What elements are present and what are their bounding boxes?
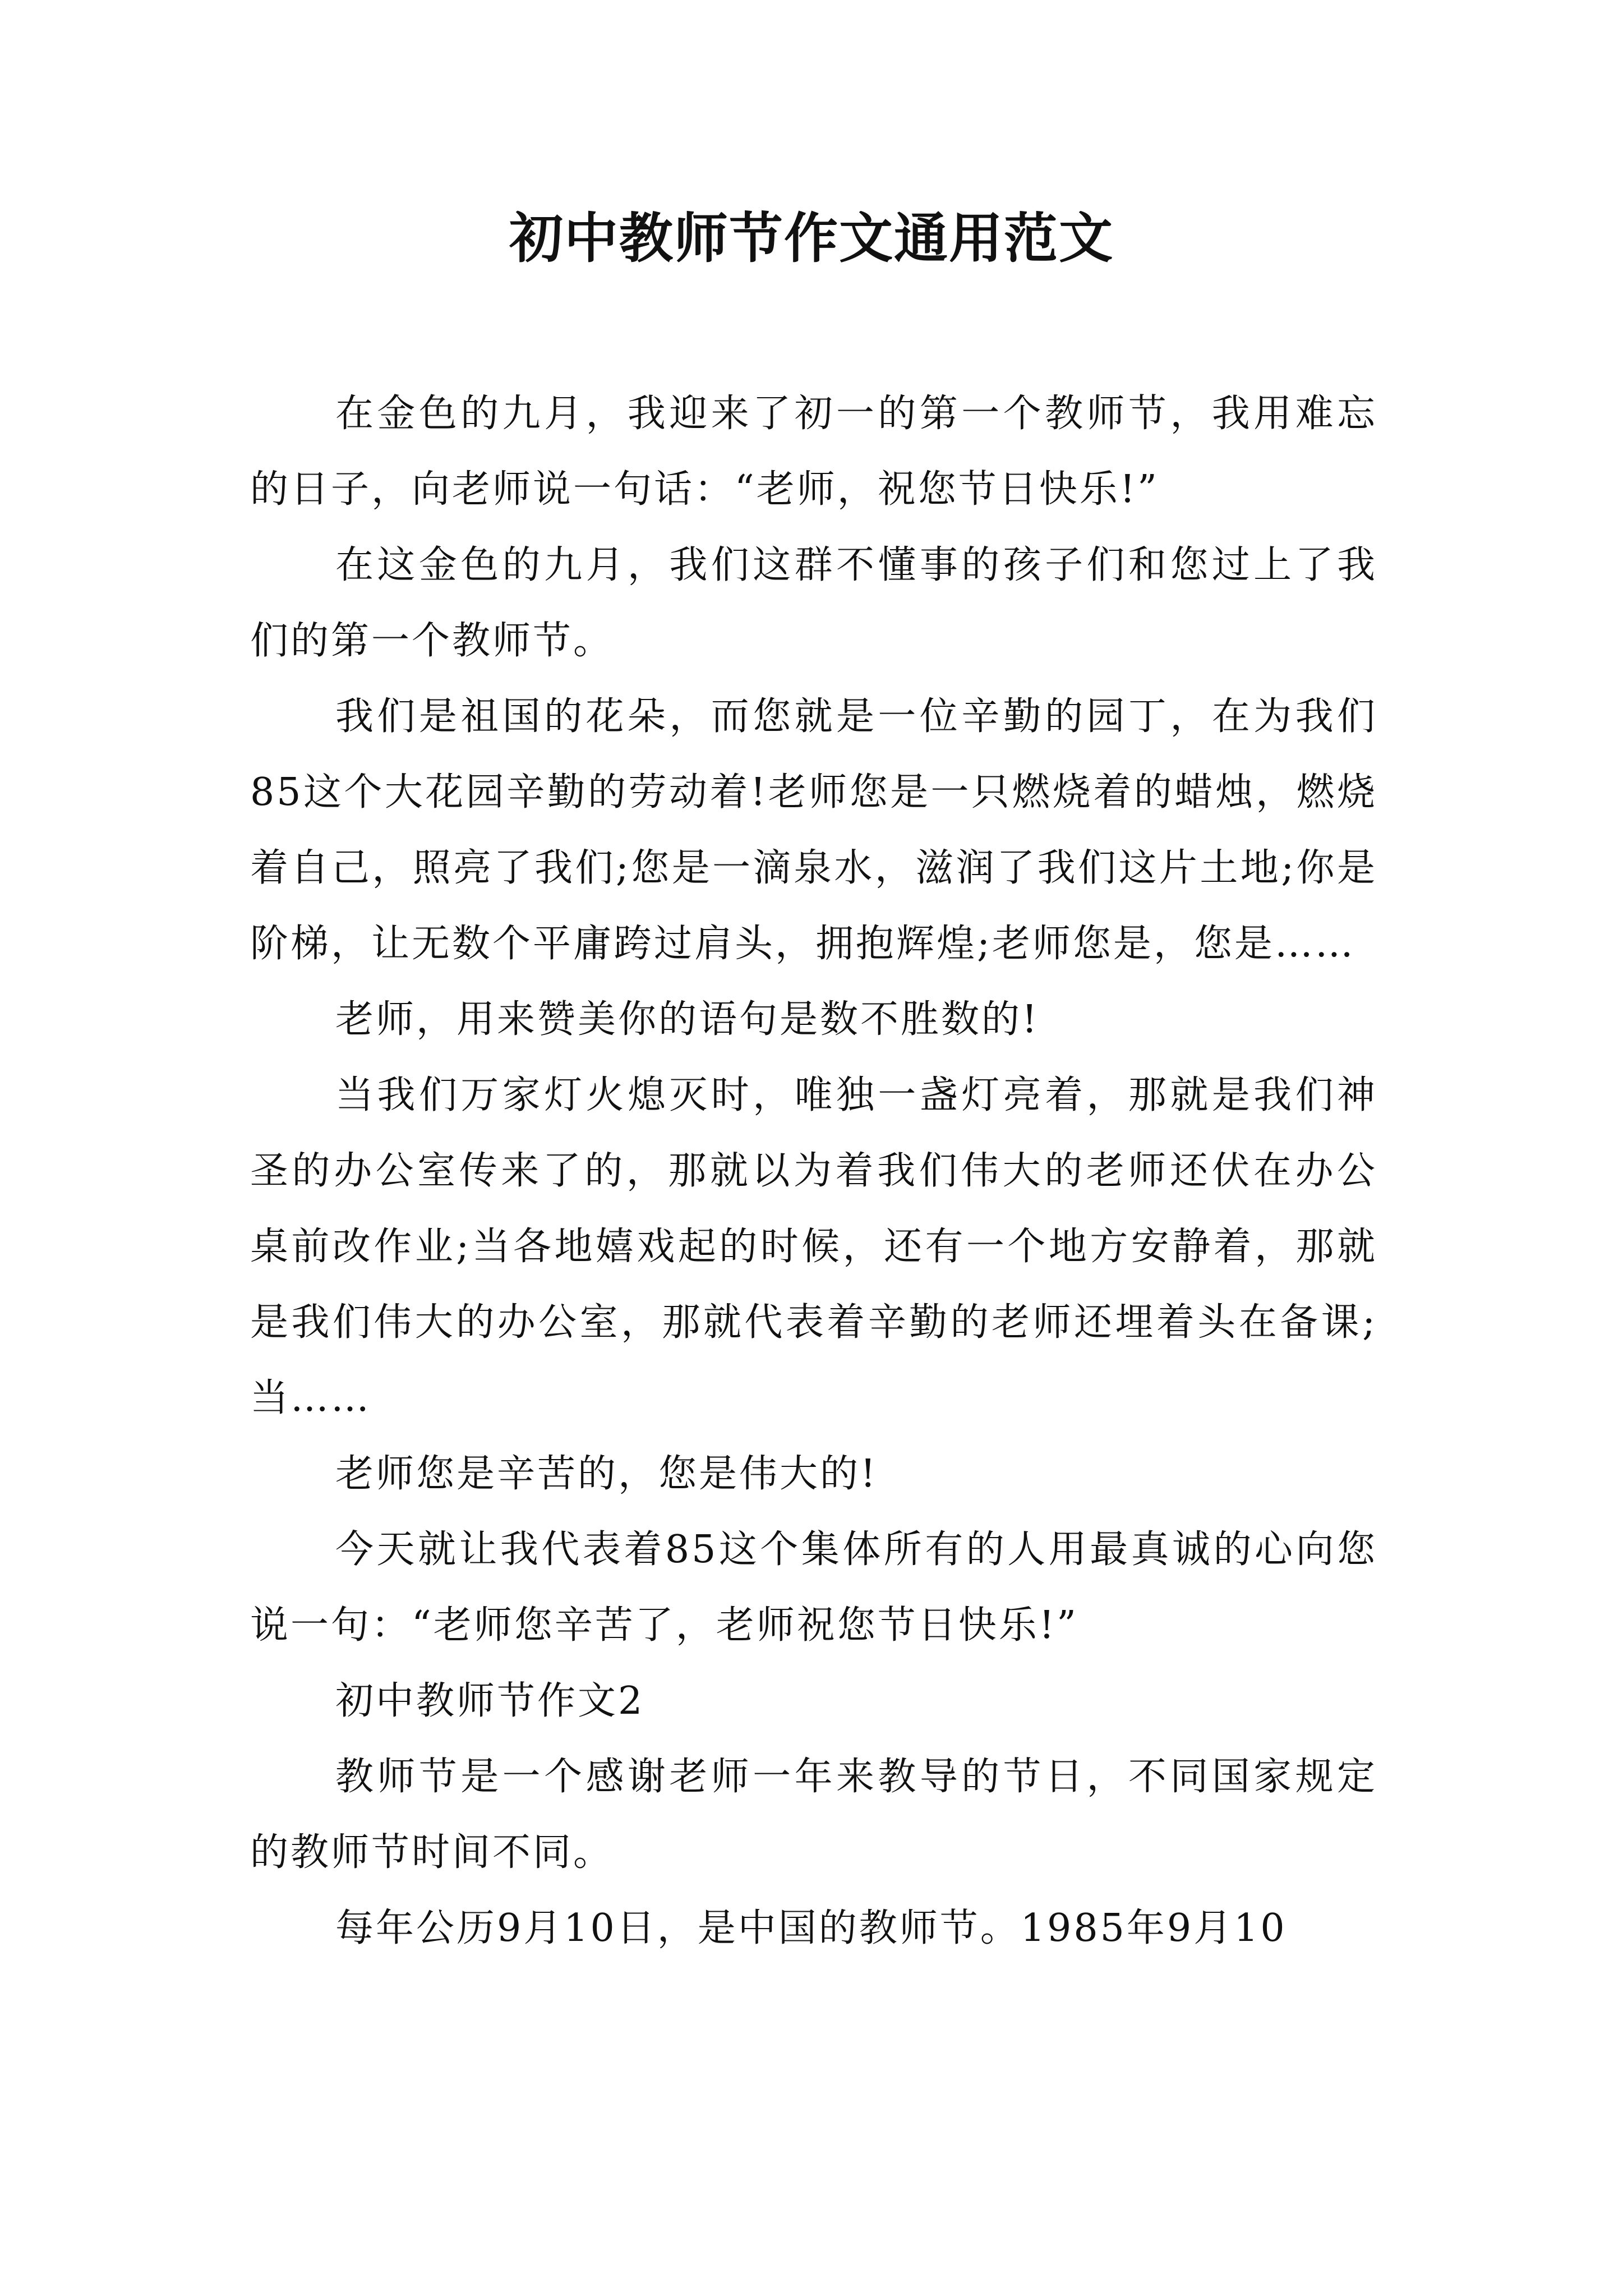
document-title: 初中教师节作文通用范文 bbox=[509, 206, 1114, 270]
paragraph: 在金色的九月，我迎来了初一的第一个教师节，我用难忘的日子，向老师说一句话：“老师，祝您节日快乐!” bbox=[250, 392, 1377, 512]
paragraph: 今天就让我代表着85这个集体所有的人用最真诚的心向您说一句：“老师您辛苦了，老师祝您节日快乐!” bbox=[250, 1527, 1377, 1648]
paragraph: 老师，用来赞美你的语句是数不胜数的! bbox=[335, 997, 1040, 1042]
paragraph: 我们是祖国的花朵，而您就是一位辛勤的园丁，在为我们85这个大花园辛勤的劳动着!老师您是一只燃烧着的蜡烛，燃烧着自己，照亮了我们;您是一滴泉水，滋润了我们这片土地;你是阶梯，让无数个平庸跨过肩头，拥抱辉煌;老师您是，您是…… bbox=[250, 694, 1377, 966]
section-heading: 初中教师节作文2 bbox=[335, 1679, 645, 1723]
paragraph: 每年公历9月10日，是中国的教师节。1985年9月10 bbox=[335, 1906, 1287, 1950]
paragraph: 当我们万家灯火熄灭时，唯独一盏灯亮着，那就是我们神圣的办公室传来了的，那就以为着我们伟大的老师还伏在办公桌前改作业;当各地嬉戏起的时候，还有一个地方安静着，那就是我们伟大的办公室，那就代表着辛勤的老师还埋着头在备课;当…… bbox=[250, 1073, 1377, 1420]
paragraph: 教师节是一个感谢老师一年来教导的节日，不同国家规定的教师节时间不同。 bbox=[250, 1755, 1377, 1875]
paragraph: 老师您是辛苦的，您是伟大的! bbox=[335, 1452, 878, 1496]
paragraph: 在这金色的九月，我们这群不懂事的孩子们和您过上了我们的第一个教师节。 bbox=[250, 543, 1377, 663]
document-body bbox=[250, 376, 1377, 1966]
